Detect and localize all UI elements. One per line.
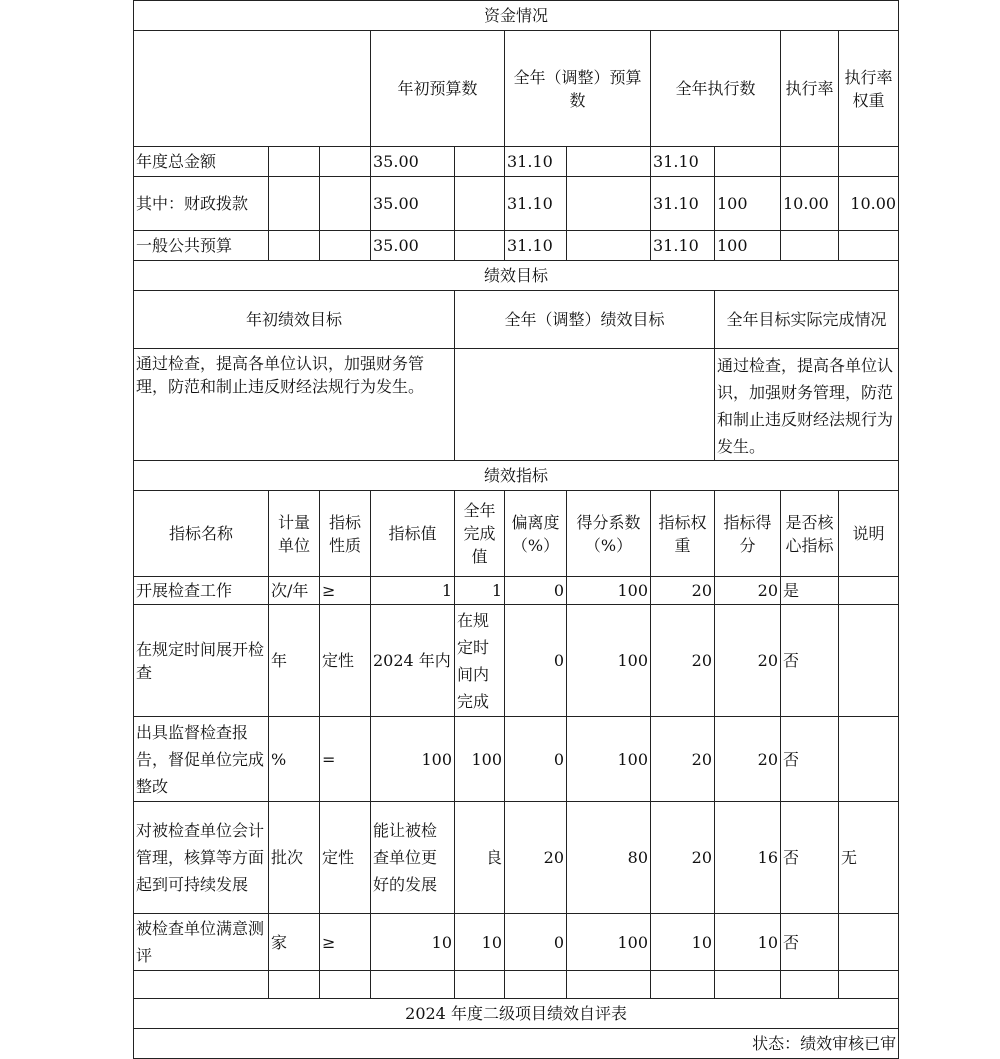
ind-header-score: 指标得分 (715, 491, 781, 577)
funds-row-weight: 10.00 (781, 177, 839, 231)
ind-score: 20 (715, 605, 781, 717)
funds-row-weight (781, 231, 839, 261)
indicator-row (134, 914, 899, 971)
ind-coef: 100 (567, 577, 651, 605)
ind-score: 20 (715, 577, 781, 605)
ind-core: 否 (781, 802, 839, 914)
funds-row (134, 177, 899, 231)
funds-row (134, 231, 899, 261)
ind-header-completion: 全年完成值 (455, 491, 505, 577)
ind-value: 能让被检查单位更好的发展 (371, 802, 455, 914)
section-indicators-title: 绩效指标 (134, 461, 899, 491)
ind-name: 被检查单位满意测评 (134, 914, 269, 971)
ind-unit: % (269, 717, 320, 802)
goals-initial-text: 通过检查，提高各单位认识，加强财务管理，防范和制止违反财经法规行为发生。 (134, 349, 455, 461)
ind-completion: 良 (455, 802, 505, 914)
funds-row-adjusted: 31.10 (505, 231, 567, 261)
ind-header-deviation: 偏离度（%） (505, 491, 567, 577)
indicator-row (134, 717, 899, 802)
goals-actual-text: 通过检查，提高各单位认识，加强财务管理，防范和制止违反财经法规行为发生。 (715, 349, 899, 461)
funds-row-executed: 31.10 (651, 231, 715, 261)
ind-header-note: 说明 (839, 491, 899, 577)
goals-header-actual: 全年目标实际完成情况 (715, 291, 899, 349)
ind-deviation: 0 (505, 577, 567, 605)
ind-completion: 1 (455, 577, 505, 605)
funds-row-rate: 100 (715, 231, 781, 261)
funds-row-score (839, 147, 899, 177)
funds-row-adjusted: 31.10 (505, 147, 567, 177)
ind-weight: 10 (651, 914, 715, 971)
ind-value: 100 (371, 717, 455, 802)
funds-row-score (839, 231, 899, 261)
ind-header-value: 指标值 (371, 491, 455, 577)
funds-row-adjusted: 31.10 (505, 177, 567, 231)
ind-value: 1 (371, 577, 455, 605)
ind-deviation: 0 (505, 717, 567, 802)
ind-note (839, 914, 899, 971)
goals-adjusted-text (455, 349, 715, 461)
ind-name: 在规定时间展开检查 (134, 605, 269, 717)
indicator-row (134, 802, 899, 914)
ind-unit: 批次 (269, 802, 320, 914)
report-title: 2024 年度二级项目绩效自评表 (134, 999, 899, 1029)
funds-header-rate: 执行率 (781, 31, 839, 147)
ind-note (839, 717, 899, 802)
ind-completion: 100 (455, 717, 505, 802)
funds-row-initial: 35.00 (371, 231, 455, 261)
ind-core: 否 (781, 605, 839, 717)
ind-score: 10 (715, 914, 781, 971)
ind-nature: ≥ (320, 577, 371, 605)
evaluation-form (133, 0, 898, 1059)
funds-row-label: 年度总金额 (134, 147, 269, 177)
ind-core: 否 (781, 717, 839, 802)
funds-row (134, 147, 899, 177)
ind-unit: 次/年 (269, 577, 320, 605)
ind-coef: 80 (567, 802, 651, 914)
ind-coef: 100 (567, 605, 651, 717)
funds-row-initial: 35.00 (371, 147, 455, 177)
ind-deviation: 20 (505, 802, 567, 914)
funds-row-rate (715, 147, 781, 177)
goals-header-adjusted: 全年（调整）绩效目标 (455, 291, 715, 349)
funds-header-initial: 年初预算数 (371, 31, 505, 147)
indicator-row (134, 577, 899, 605)
ind-header-name: 指标名称 (134, 491, 269, 577)
ind-core: 是 (781, 577, 839, 605)
ind-header-core: 是否核心指标 (781, 491, 839, 577)
ind-unit: 家 (269, 914, 320, 971)
ind-weight: 20 (651, 802, 715, 914)
ind-score: 20 (715, 717, 781, 802)
ind-nature: = (320, 717, 371, 802)
funds-header-blank (134, 31, 371, 147)
ind-name: 开展检查工作 (134, 577, 269, 605)
ind-header-weight: 指标权重 (651, 491, 715, 577)
ind-coef: 100 (567, 717, 651, 802)
indicator-row (134, 605, 899, 717)
funds-row-executed: 31.10 (651, 147, 715, 177)
ind-nature: 定性 (320, 802, 371, 914)
ind-weight: 20 (651, 717, 715, 802)
ind-weight: 20 (651, 605, 715, 717)
ind-note (839, 577, 899, 605)
funds-row-label: 其中：财政拨款 (134, 177, 269, 231)
ind-header-coef: 得分系数（%） (567, 491, 651, 577)
ind-completion: 在规定时间内完成 (455, 605, 505, 717)
ind-core: 否 (781, 914, 839, 971)
ind-deviation: 0 (505, 605, 567, 717)
ind-note (839, 605, 899, 717)
ind-nature: ≥ (320, 914, 371, 971)
funds-row-executed: 31.10 (651, 177, 715, 231)
ind-unit: 年 (269, 605, 320, 717)
indicator-row-empty (134, 971, 899, 999)
section-goals-title: 绩效目标 (134, 261, 899, 291)
funds-header-adjusted: 全年（调整）预算数 (505, 31, 651, 147)
goals-header-initial: 年初绩效目标 (134, 291, 455, 349)
ind-name: 出具监督检查报告，督促单位完成整改 (134, 717, 269, 802)
ind-coef: 100 (567, 914, 651, 971)
funds-row-weight (781, 147, 839, 177)
evaluation-table (133, 0, 899, 1059)
funds-header-executed: 全年执行数 (651, 31, 781, 147)
ind-header-nature: 指标性质 (320, 491, 371, 577)
ind-completion: 10 (455, 914, 505, 971)
ind-header-unit: 计量单位 (269, 491, 320, 577)
funds-row-score: 10.00 (839, 177, 899, 231)
funds-row-rate: 100 (715, 177, 781, 231)
funds-header-weight: 执行率权重 (839, 31, 899, 147)
ind-deviation: 0 (505, 914, 567, 971)
section-funds-title: 资金情况 (134, 1, 899, 31)
review-status: 状态：绩效审核已审 (134, 1029, 899, 1059)
ind-note: 无 (839, 802, 899, 914)
funds-row-label: 一般公共预算 (134, 231, 269, 261)
ind-name: 对被检查单位会计管理，核算等方面起到可持续发展 (134, 802, 269, 914)
funds-row-initial: 35.00 (371, 177, 455, 231)
ind-score: 16 (715, 802, 781, 914)
ind-nature: 定性 (320, 605, 371, 717)
ind-weight: 20 (651, 577, 715, 605)
ind-value: 2024 年内 (371, 605, 455, 717)
ind-value: 10 (371, 914, 455, 971)
